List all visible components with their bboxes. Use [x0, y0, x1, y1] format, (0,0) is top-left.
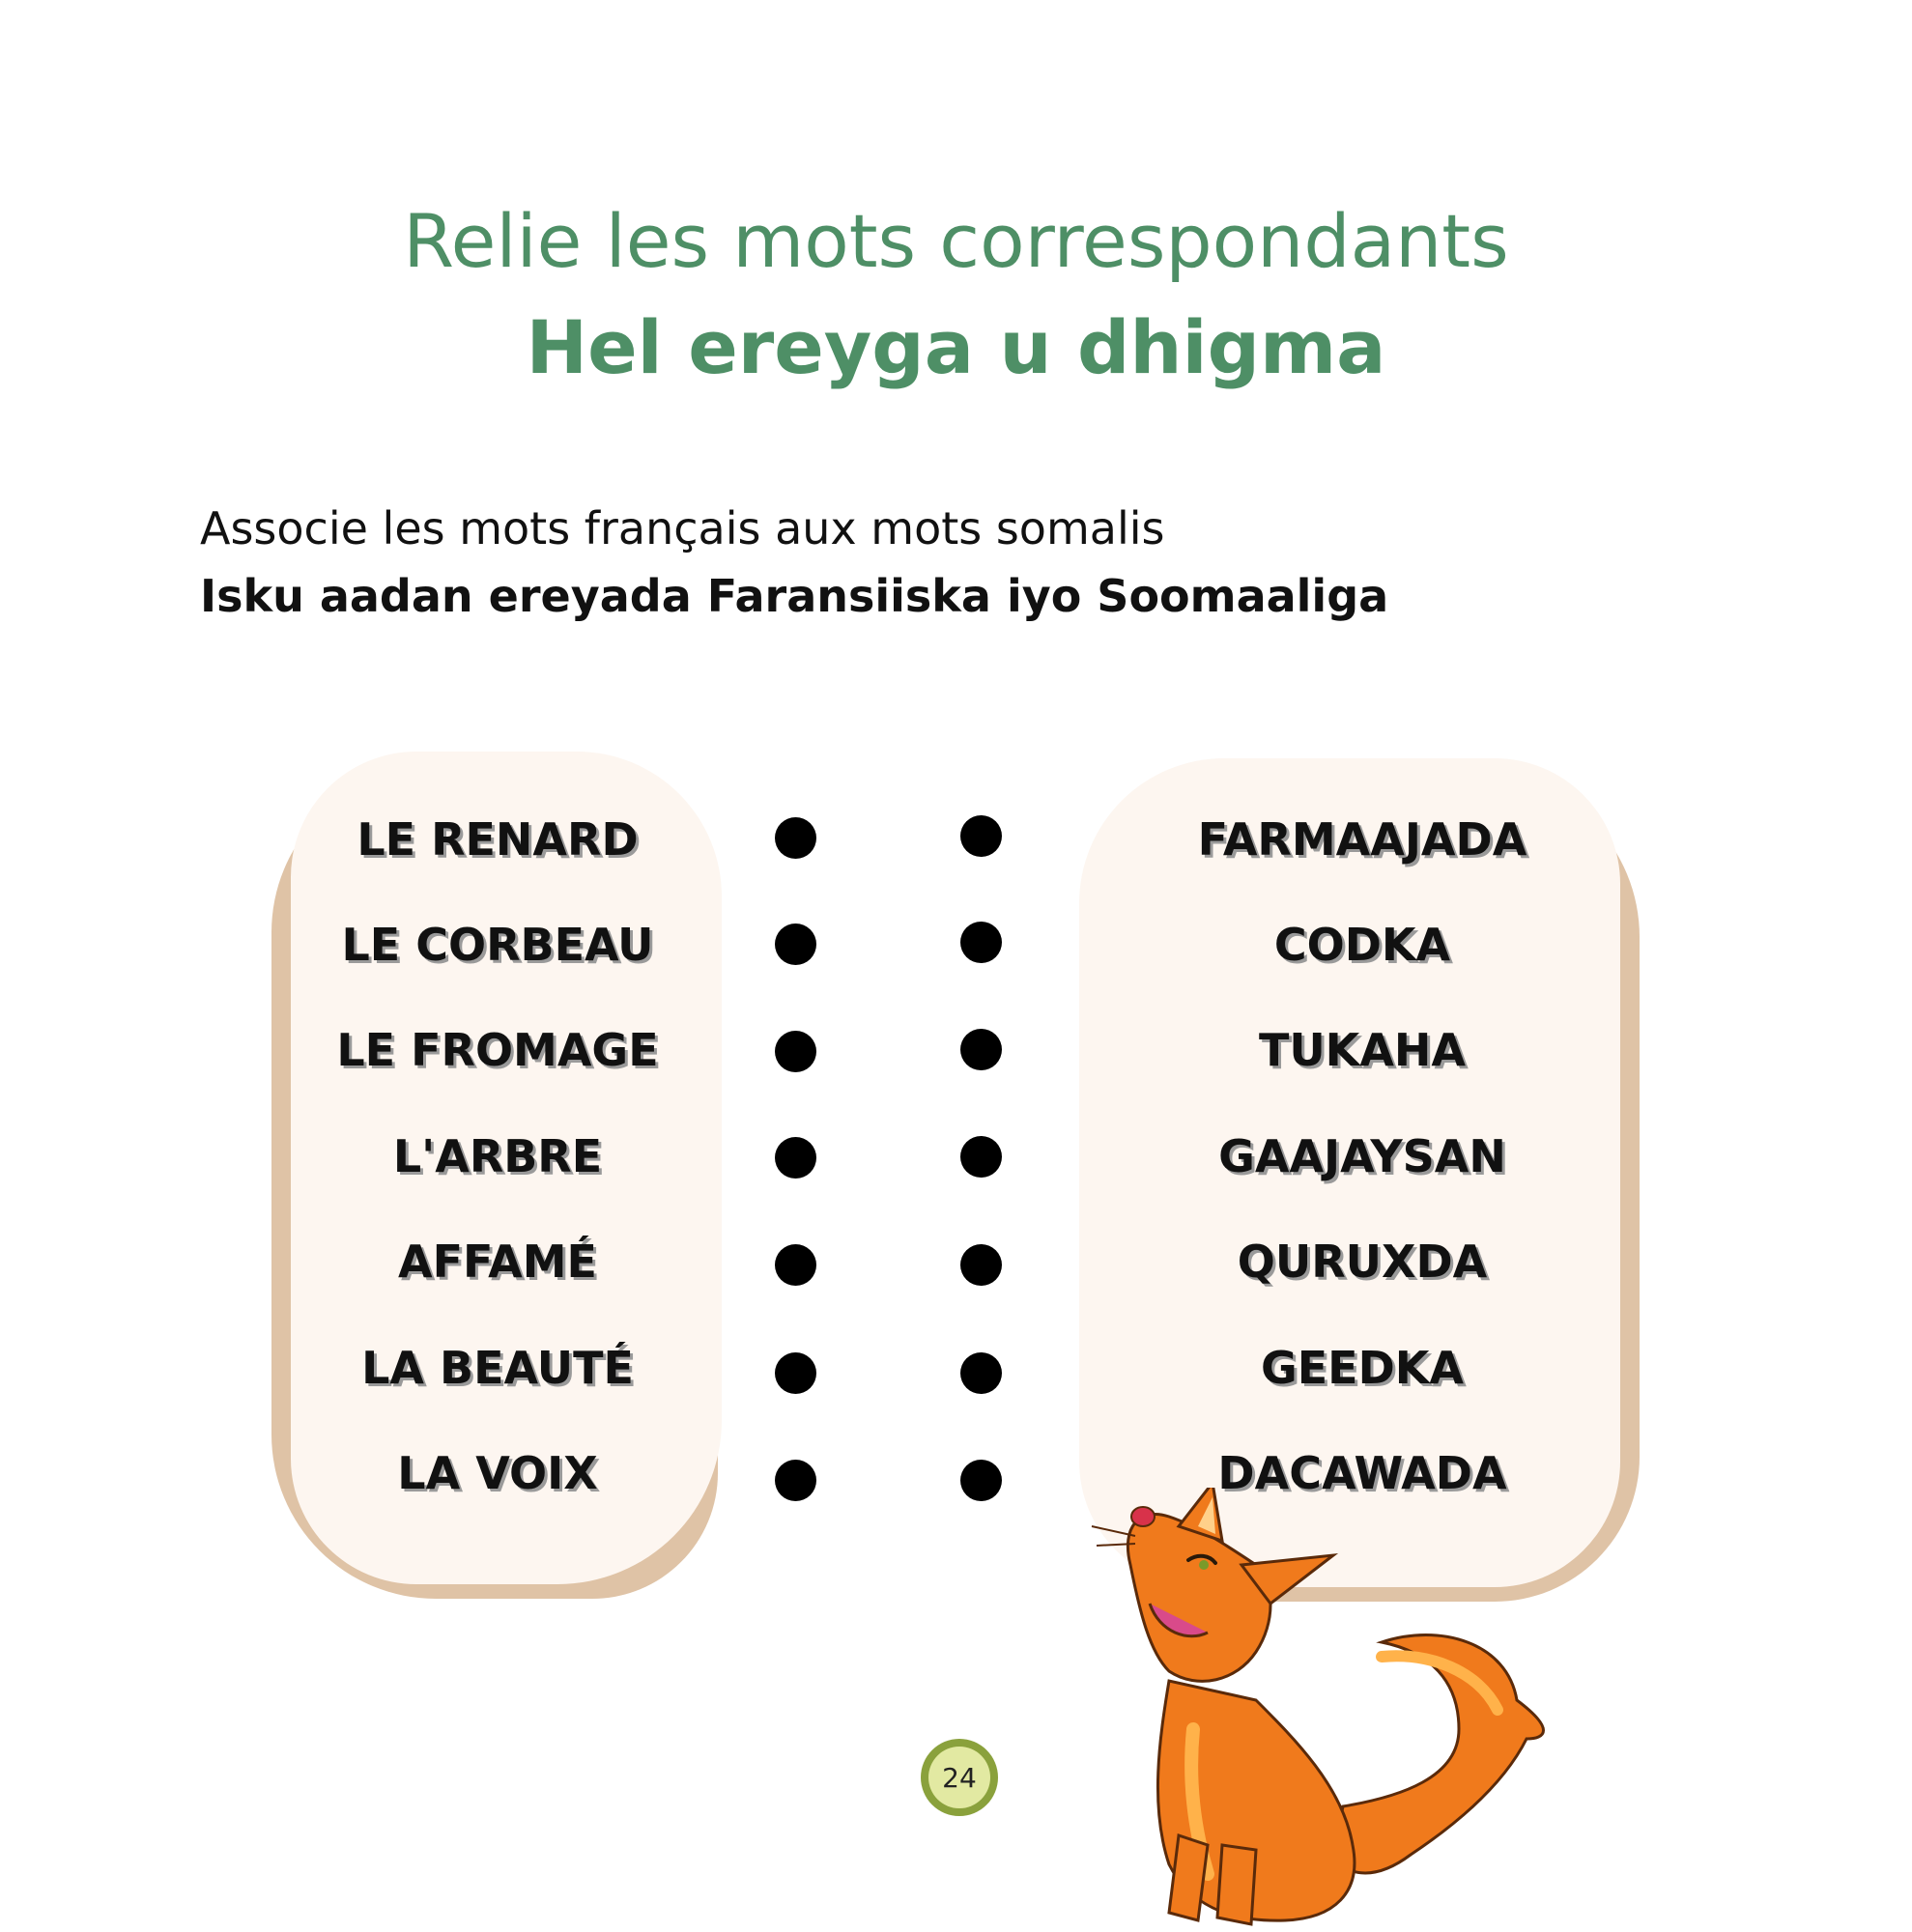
left-dot-7[interactable] — [775, 1460, 816, 1501]
title-somali: Hel ereyga u dhigma — [526, 304, 1386, 390]
right-word-1: FARMAAJADA — [1197, 813, 1527, 866]
fox-leg-right — [1217, 1845, 1256, 1924]
page-number: 24 — [928, 1747, 990, 1808]
left-dot-2[interactable] — [775, 923, 816, 965]
title-french: Relie les mots correspondants — [403, 198, 1509, 284]
left-dot-6[interactable] — [775, 1352, 816, 1394]
left-dot-4[interactable] — [775, 1137, 816, 1179]
left-word-4: L'ARBRE — [392, 1130, 603, 1182]
right-dot-2[interactable] — [960, 922, 1002, 963]
right-word-7: DACAWADA — [1217, 1447, 1507, 1499]
left-dot-3[interactable] — [775, 1031, 816, 1072]
page-number-badge — [921, 1739, 998, 1816]
right-dot-5[interactable] — [960, 1244, 1002, 1286]
right-dot-1[interactable] — [960, 815, 1002, 857]
right-word-3: TUKAHA — [1258, 1024, 1467, 1076]
right-dot-3[interactable] — [960, 1029, 1002, 1070]
right-word-6: GEEDKA — [1260, 1342, 1465, 1394]
fox-head — [1127, 1514, 1270, 1681]
instruction-somali: Isku aadan ereyada Faransiiska iyo Soomaaliga — [200, 570, 1389, 622]
fox-nose — [1131, 1507, 1155, 1526]
left-word-5: AFFAMÉ — [398, 1236, 597, 1288]
right-word-2: CODKA — [1273, 919, 1451, 971]
right-word-5: QURUXDA — [1237, 1236, 1488, 1288]
fox-tail — [1333, 1635, 1544, 1873]
left-word-1: LE RENARD — [357, 813, 639, 866]
left-word-7: LA VOIX — [397, 1447, 598, 1499]
left-dot-5[interactable] — [775, 1244, 816, 1286]
left-word-3: LE FROMAGE — [336, 1024, 659, 1076]
fox-illustration — [1053, 1488, 1575, 1932]
left-word-2: LE CORBEAU — [341, 919, 654, 971]
left-dot-1[interactable] — [775, 817, 816, 859]
right-dot-4[interactable] — [960, 1136, 1002, 1178]
instruction-french: Associe les mots français aux mots somalis — [200, 502, 1165, 554]
right-word-4: GAAJAYSAN — [1218, 1130, 1506, 1182]
right-dot-7[interactable] — [960, 1460, 1002, 1501]
left-word-6: LA BEAUTÉ — [361, 1342, 634, 1394]
right-dot-6[interactable] — [960, 1352, 1002, 1394]
